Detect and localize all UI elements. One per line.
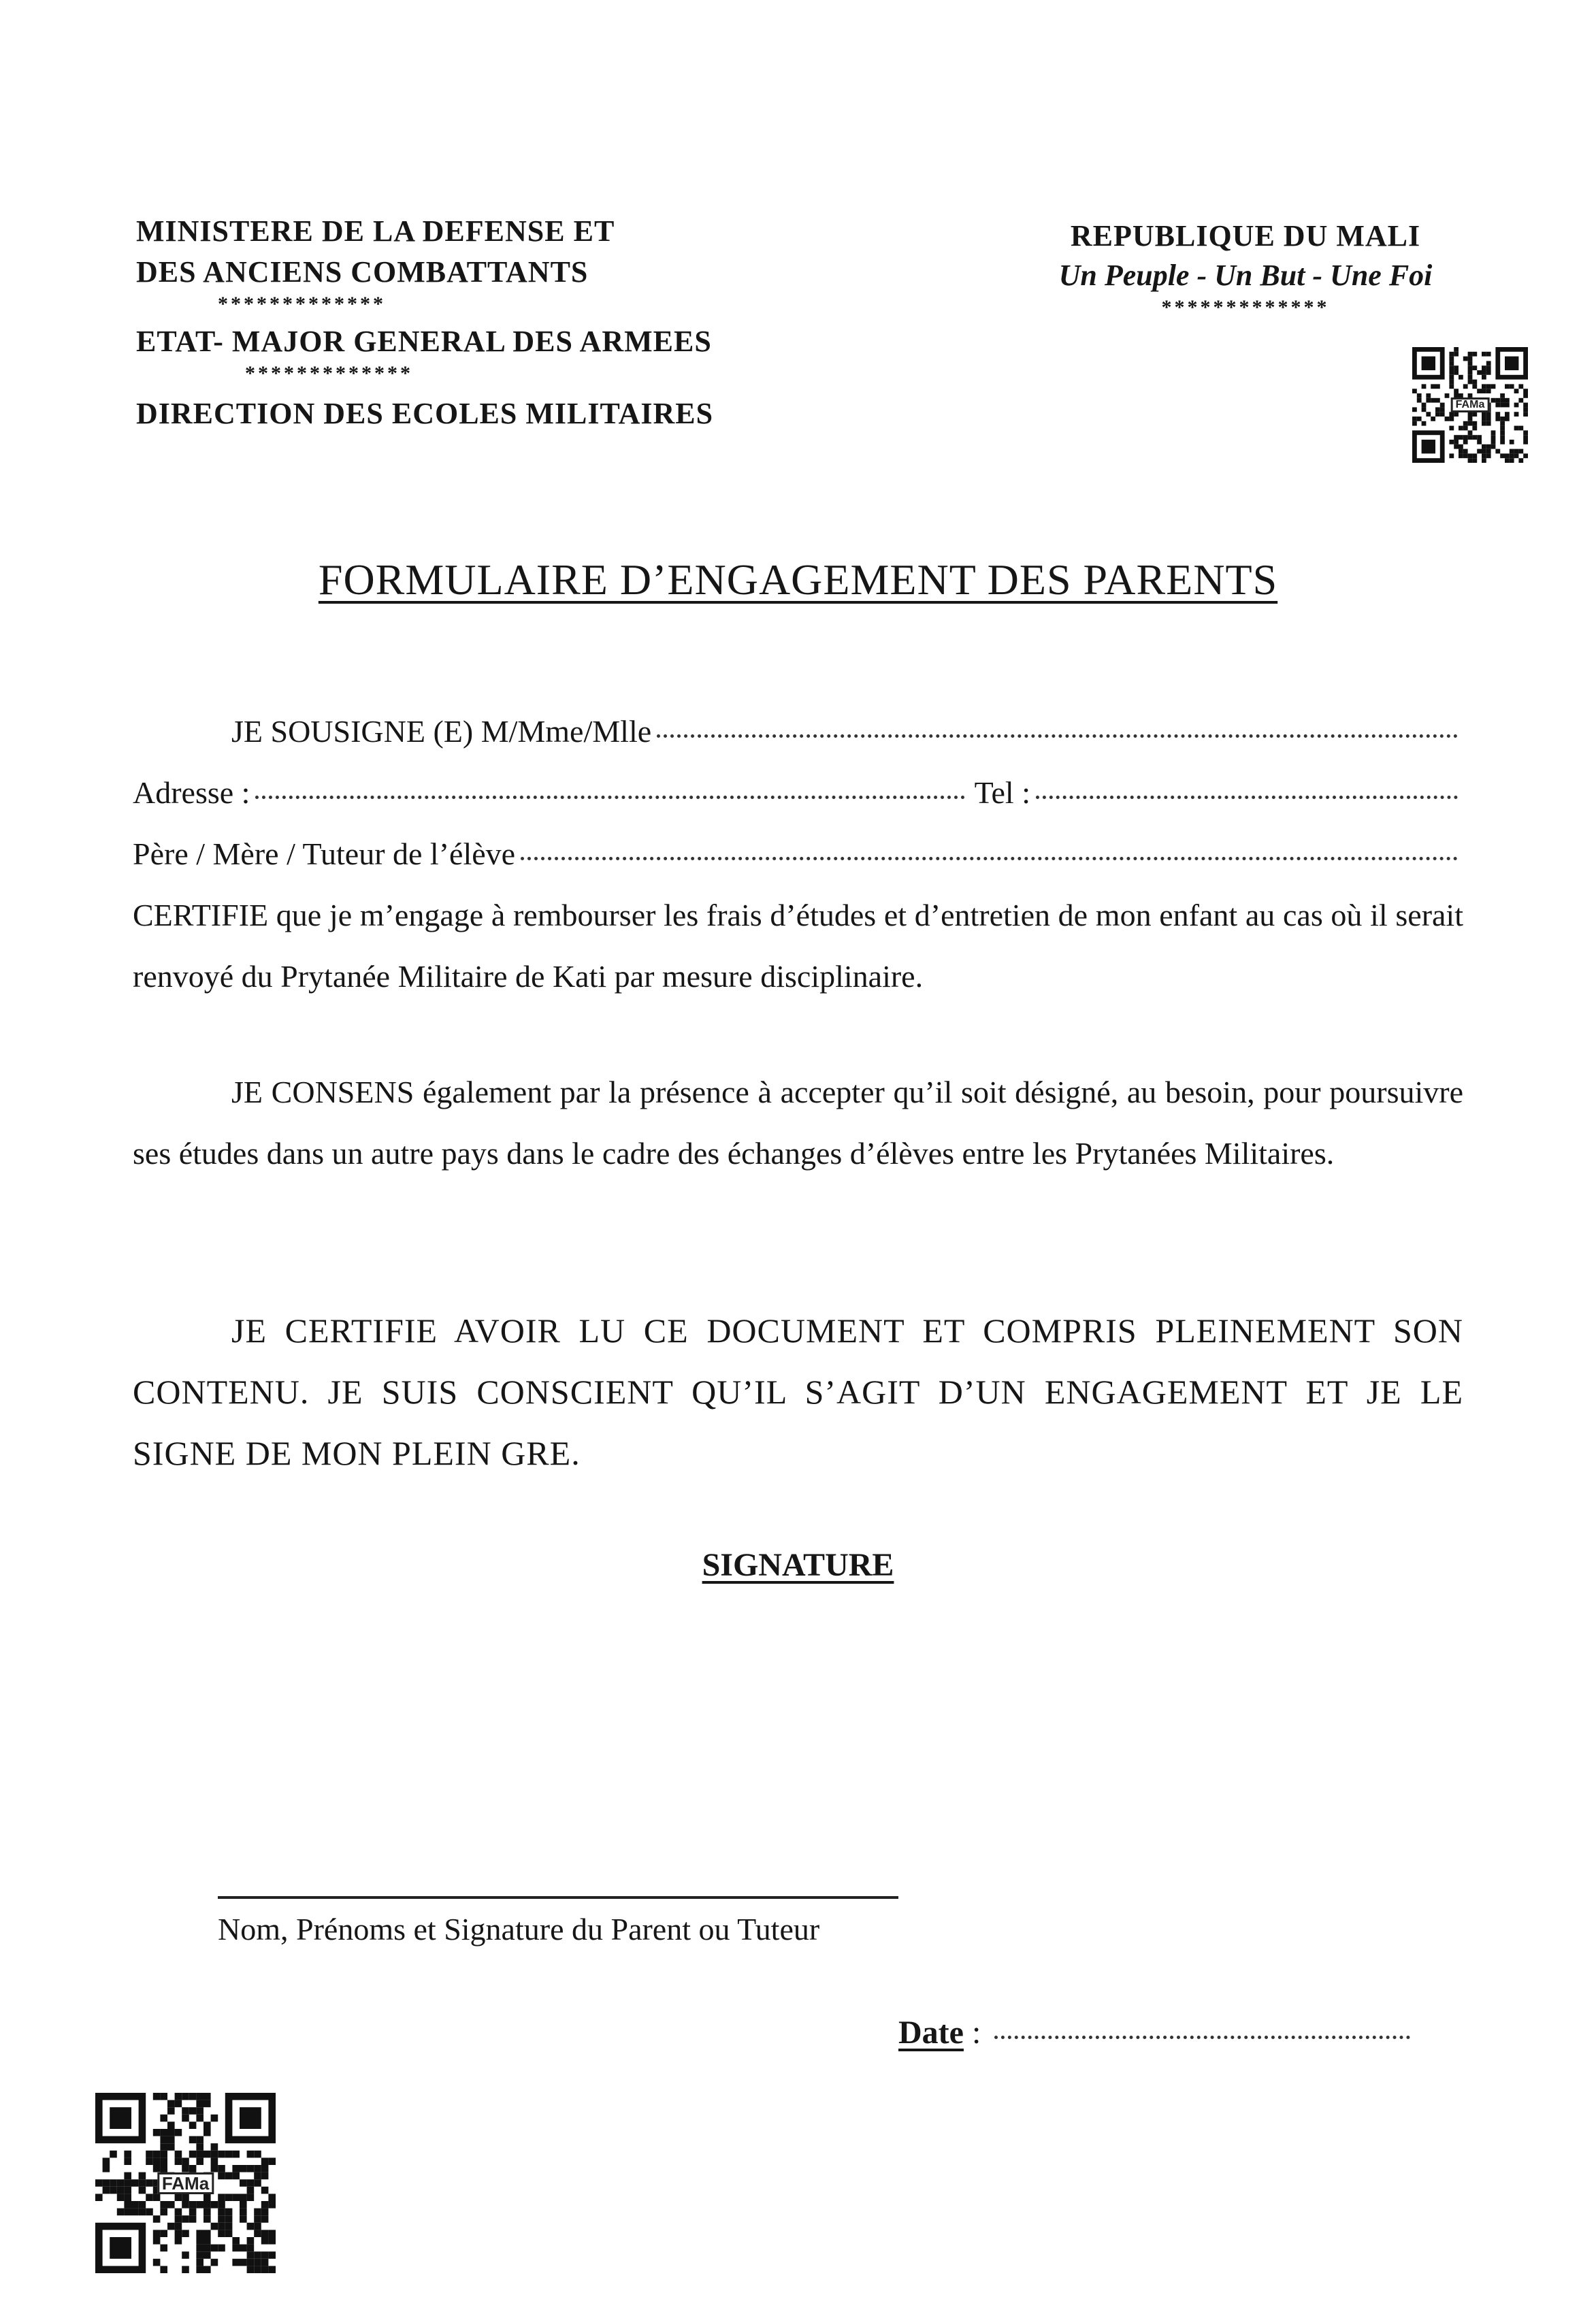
date-label: Date — [898, 2015, 964, 2051]
ministry-line-2: DES ANCIENS COMBATTANTS — [136, 255, 589, 289]
republic-name: REPUBLIQUE DU MALI — [1070, 219, 1421, 252]
guardian-label: Père / Mère / Tuteur de l’élève — [133, 836, 516, 871]
tel-field[interactable] — [1036, 796, 1458, 799]
qr-code-bottom — [95, 2093, 276, 2273]
qr-code-top — [1412, 347, 1528, 463]
address-label: Adresse : — [133, 775, 250, 810]
certify-paragraph: CERTIFIE que je m’engage à rembourser les frais d’études et d’entretien de mon enfant au cas où il serait renvoyé du Prytanée Militaire de Kati par mesure disciplinaire. — [133, 898, 1463, 994]
acknowledgement-paragraph: JE CERTIFIE AVOIR LU CE DOCUMENT ET COMPRIS PLEINEMENT SON CONTENU. JE SUIS CONSCIENT QU’IL S’AGIT D’UN ENGAGEMENT ET JE LE SIGNE DE MON PLEIN GRE. — [133, 1312, 1463, 1472]
address-row — [133, 762, 1463, 824]
tel-label: Tel : — [974, 775, 1030, 810]
date-field[interactable] — [994, 2036, 1410, 2039]
etat-major-line: ETAT- MAJOR GENERAL DES ARMEES — [136, 325, 712, 358]
undersigned-field[interactable] — [657, 734, 1458, 738]
date-row — [898, 2009, 1416, 2057]
form-title — [0, 553, 1596, 607]
ministry-header — [136, 211, 817, 434]
republic-motto: Un Peuple - Un But - Une Foi — [1058, 259, 1433, 292]
address-field[interactable] — [255, 796, 964, 799]
signature-caption: Nom, Prénoms et Signature du Parent ou Tuteur — [218, 1912, 820, 1946]
ministry-line-1: MINISTERE DE LA DEFENSE ET — [136, 214, 615, 248]
qr-code-label: FAMa — [157, 2172, 214, 2194]
guardian-row — [133, 824, 1463, 885]
signature-heading-text: SIGNATURE — [702, 1547, 894, 1583]
form-fields — [133, 701, 1463, 1007]
stars-separator-1: ************* — [218, 293, 386, 315]
undersigned-row — [133, 701, 1463, 762]
date-colon: : — [971, 2015, 981, 2051]
stars-separator-3: ************* — [1161, 296, 1330, 319]
direction-line: DIRECTION DES ECOLES MILITAIRES — [136, 397, 714, 430]
consent-paragraph: JE CONSENS également par la présence à accepter qu’il soit désigné, au besoin, pour poursuivre ses études dans un autre pays dans le cadre des échanges d’élèves entre les Prytanées Militaires. — [133, 1075, 1463, 1171]
form-title-text: FORMULAIRE D’ENGAGEMENT DES PARENTS — [318, 555, 1278, 604]
republic-header — [1007, 216, 1484, 320]
guardian-field[interactable] — [521, 857, 1458, 860]
signature-line[interactable] — [218, 1896, 898, 1899]
undersigned-label: JE SOUSIGNE (E) M/Mme/Mlle — [231, 714, 652, 749]
signature-heading — [0, 1545, 1596, 1586]
stars-separator-2: ************* — [245, 362, 413, 385]
qr-code-label: FAMa — [1451, 397, 1490, 412]
